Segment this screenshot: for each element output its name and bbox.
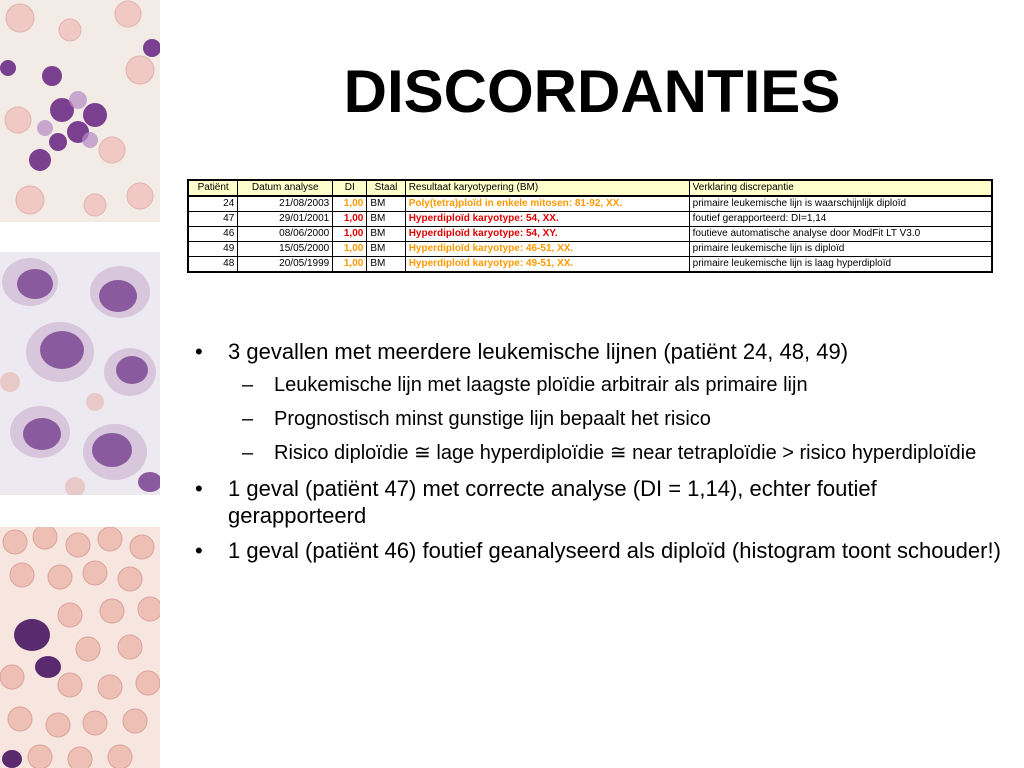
slide-title: DISCORDANTIES [343,58,841,125]
cell-sample: BM [367,196,405,212]
sub-bullet-dash: – [242,442,254,464]
bullet-dot: • [195,339,203,364]
cell-patient: 24 [188,196,238,212]
blood-smear-image-bottom [0,527,160,768]
table-row [188,212,992,227]
sub-bullet-item [195,407,1005,431]
sub-bullet-text: Risico diploïdie ≅ lage hyperdiploïdie ≅ near tetraploïdie > risico hyperdiploïdie [274,442,977,464]
cell-di: 1,00 [333,227,367,242]
bullet-text: 1 geval (patiënt 47) met correcte analyse (DI = 1,14), echter foutief gerapporteerd [228,476,877,528]
cell-sample: BM [367,242,405,257]
bullet-dot: • [195,538,203,563]
header-result: Resultaat karyotypering (BM) [405,180,689,196]
cell-explanation: primaire leukemische lijn is laag hyperdiploïd [689,257,992,273]
table-row [188,257,992,273]
cell-di: 1,00 [333,196,367,212]
cell-result: Hyperdiploïd karyotype: 46-51, XX. [405,242,689,257]
bullet-dot: • [195,476,203,501]
table-row [188,227,992,242]
cell-explanation: primaire leukemische lijn is waarschijnlijk diploïd [689,196,992,212]
cell-result: Poly(tetra)ploïd in enkele mitosen: 81-92, XX. [405,196,689,212]
cell-date: 08/06/2000 [238,227,333,242]
header-explanation: Verklaring discrepantie [689,180,992,196]
discordance-table [187,179,993,273]
cell-explanation: foutieve automatische analyse door ModFit LT V3.0 [689,227,992,242]
bullet-item [195,338,1005,365]
cell-di: 1,00 [333,257,367,273]
cell-explanation: primaire leukemische lijn is diploïd [689,242,992,257]
blood-smear-image-top [0,0,160,222]
sub-bullet-text: Leukemische lijn met laagste ploïdie arbitrair als primaire lijn [274,374,808,396]
cell-patient: 49 [188,242,238,257]
cell-di: 1,00 [333,242,367,257]
bullet-text: 3 gevallen met meerdere leukemische lijnen (patiënt 24, 48, 49) [228,339,849,364]
cell-sample: BM [367,227,405,242]
sub-bullet-item [195,373,1005,397]
bullet-item [195,537,1005,564]
table-row [188,242,992,257]
sub-bullet-dash: – [242,408,254,430]
bullet-list [195,338,1005,572]
cell-explanation: foutief gerapporteerd: DI=1,14 [689,212,992,227]
sub-bullet-text: Prognostisch minst gunstige lijn bepaalt het risico [274,408,711,430]
cell-date: 15/05/2000 [238,242,333,257]
cell-sample: BM [367,212,405,227]
blood-smear-image-middle [0,252,160,495]
cell-date: 29/01/2001 [238,212,333,227]
sub-bullet-item [195,441,1005,465]
header-date: Datum analyse [238,180,333,196]
cell-date: 20/05/1999 [238,257,333,273]
cell-di: 1,00 [333,212,367,227]
cell-result: Hyperdiploïd karyotype: 49-51, XX. [405,257,689,273]
table-header-row [188,180,992,196]
cell-sample: BM [367,257,405,273]
cell-patient: 47 [188,212,238,227]
cell-patient: 48 [188,257,238,273]
sub-bullet-dash: – [242,374,254,396]
bullet-item [195,475,1005,529]
table-row [188,196,992,212]
cell-patient: 46 [188,227,238,242]
header-di: DI [333,180,367,196]
cell-result: Hyperdiploïd karyotype: 54, XY. [405,227,689,242]
header-sample: Staal [367,180,405,196]
cell-date: 21/08/2003 [238,196,333,212]
cell-result: Hyperdiploïd karyotype: 54, XX. [405,212,689,227]
bullet-text: 1 geval (patiënt 46) foutief geanalyseerd als diploïd (histogram toont schouder!) [228,538,1001,563]
header-patient: Patiënt [188,180,238,196]
